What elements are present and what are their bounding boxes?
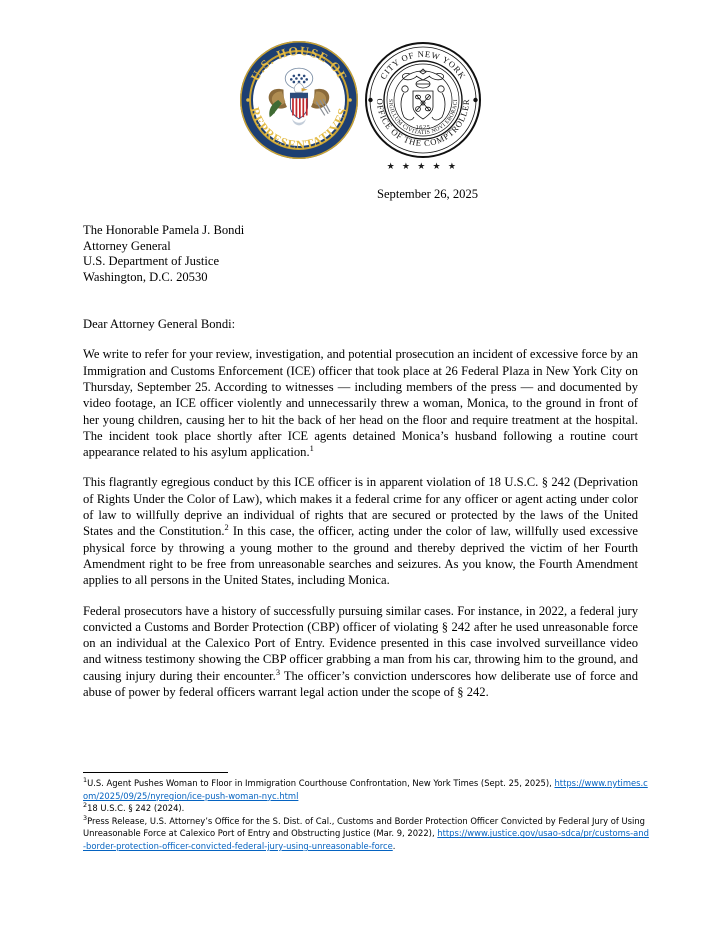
nyc-comptroller-seal (364, 41, 482, 171)
footnote-2-marker: 2 (83, 801, 88, 810)
footnote-separator-rule (83, 772, 228, 773)
eagle-emblem-icon (256, 57, 342, 143)
paragraph-3 (83, 603, 638, 701)
address-line-3: U.S. Department of Justice (83, 254, 220, 269)
nyc-seal-bottom-text: OFFICE OF THE COMPTROLLER (374, 98, 471, 149)
paragraph-1 (83, 346, 638, 460)
address-line-1: The Honorable Pamela J. Bondi (83, 223, 245, 237)
footnote-3-link[interactable]: https://www.justice.gov/usao-sdca/pr/customs-and-border-protection-officer-convicted-federal-jury-using-unreasonable-force (83, 828, 649, 851)
paragraph-2 (83, 474, 638, 588)
footnote-1 (83, 777, 651, 802)
paragraph-3-text-after: The officer’s conviction underscores how deliberate use of force and abuse of power by federal officers warrant legal action under the scope of § 242. (83, 668, 638, 700)
footnote-3-marker: 3 (83, 813, 88, 822)
footnote-3 (83, 815, 651, 853)
recipient-address-block (83, 223, 638, 285)
paragraph-1-text: We write to refer for your review, investigation, and potential prosecution an incident of excessive force by an Immigration and Customs Enforcement (ICE) officer that took place at 26 Federal Plaza in New York City on Thursday, September 25. According to witnesses — including members of the press — and documented by video footage, an ICE officer violently and unnecessarily threw a woman, Monica, to the ground in front of her young children, causing her to hit the back of her head on the floor and require treatment at the hospital. The incident took place shortly after ICE agents detained Monica’s husband following a routine court appearance related to his asylum application. (83, 347, 638, 460)
footnote-3-text-after: . (392, 840, 396, 851)
letter-body (0, 132, 721, 700)
paragraph-2-text: This flagrantly egregious conduct by this ICE officer is in apparent violation of 18 U.S.C. § 242 (Deprivation of Rights Under the Color of Law), which makes it a federal crime for any officer or agent acting under color of law to willfully deprive an individual of rights that are secured or protected by the laws of the United States and the Constitution. (83, 475, 638, 539)
nyc-seal-top-text: CITY OF NEW YORK (377, 48, 468, 82)
footnote-1-marker: 1 (83, 776, 88, 785)
footnote-1-link[interactable]: https://www.nytimes.com/2025/09/25/nyregion/ice-push-woman-nyc.html (83, 778, 648, 801)
us-house-of-representatives-seal (240, 41, 358, 159)
paragraph-3-text: Federal prosecutors have a history of successfully pursuing similar cases. For instance, in 2022, a federal jury convicted a Customs and Border Protection (CBP) officer of violating § 242 after he used unreasonable force on an individual at the Calexico Port of Entry. Evidence presented in this case involved surveillance video and witness testimony showing the CBP officer grabbing a man from his car, throwing him to the ground, and causing injury during their encounter. (83, 603, 638, 683)
footnote-marker-1[interactable]: 1 (309, 443, 314, 453)
house-seal-top-text: U.S. HOUSE OF (247, 43, 350, 84)
footnote-2 (83, 802, 651, 815)
address-line-4: Washington, D.C. 20530 (83, 269, 208, 284)
address-line-2: Attorney General (83, 238, 171, 253)
nyc-seal-year: 1625 (415, 124, 430, 131)
paragraph-2-text-after: In this case, the officer, acting under the color of law, willfully used excessive physical force by throwing a young mother to the ground and thereby deprived the victim of her Fourth Amendment right to be free from unreasonable searches and seizures. As you know, the Fourth Amendment applies to all persons in the United States, including Monica. (83, 524, 638, 588)
nyc-seal-inner-text: SIGILLUM CIVITATIS NOVI EBORACI (386, 98, 459, 137)
letter-date: September 26, 2025 (376, 187, 479, 201)
salutation: Dear Attorney General Bondi: (83, 317, 236, 332)
letterhead (0, 0, 721, 171)
footnotes-section (83, 772, 651, 853)
footnote-marker-3[interactable]: 3 (275, 667, 280, 677)
footnote-1-text: U.S. Agent Pushes Woman to Floor in Immigration Courthouse Confrontation, New York Times (Sept. 25, 2025), (87, 778, 555, 788)
nyc-seal-stars: ★ ★ ★ ★ ★ (386, 161, 459, 171)
footnote-marker-2[interactable]: 2 (224, 523, 229, 533)
nyc-comptroller-seal-art (364, 41, 482, 159)
house-seal-bottom-text: REPRESENTATIVES (247, 105, 350, 153)
footnote-3-text: Press Release, U.S. Attorney’s Office for the S. Dist. of Cal., Customs and Border Protection Officer Convicted by Federal Jury of Using Unreasonable Force at Calexico Port of Entry and Obstructing Justice (Mar. 9, 2022), (83, 815, 645, 839)
footnote-2-text: 18 U.S.C. § 242 (2024). (87, 803, 185, 814)
